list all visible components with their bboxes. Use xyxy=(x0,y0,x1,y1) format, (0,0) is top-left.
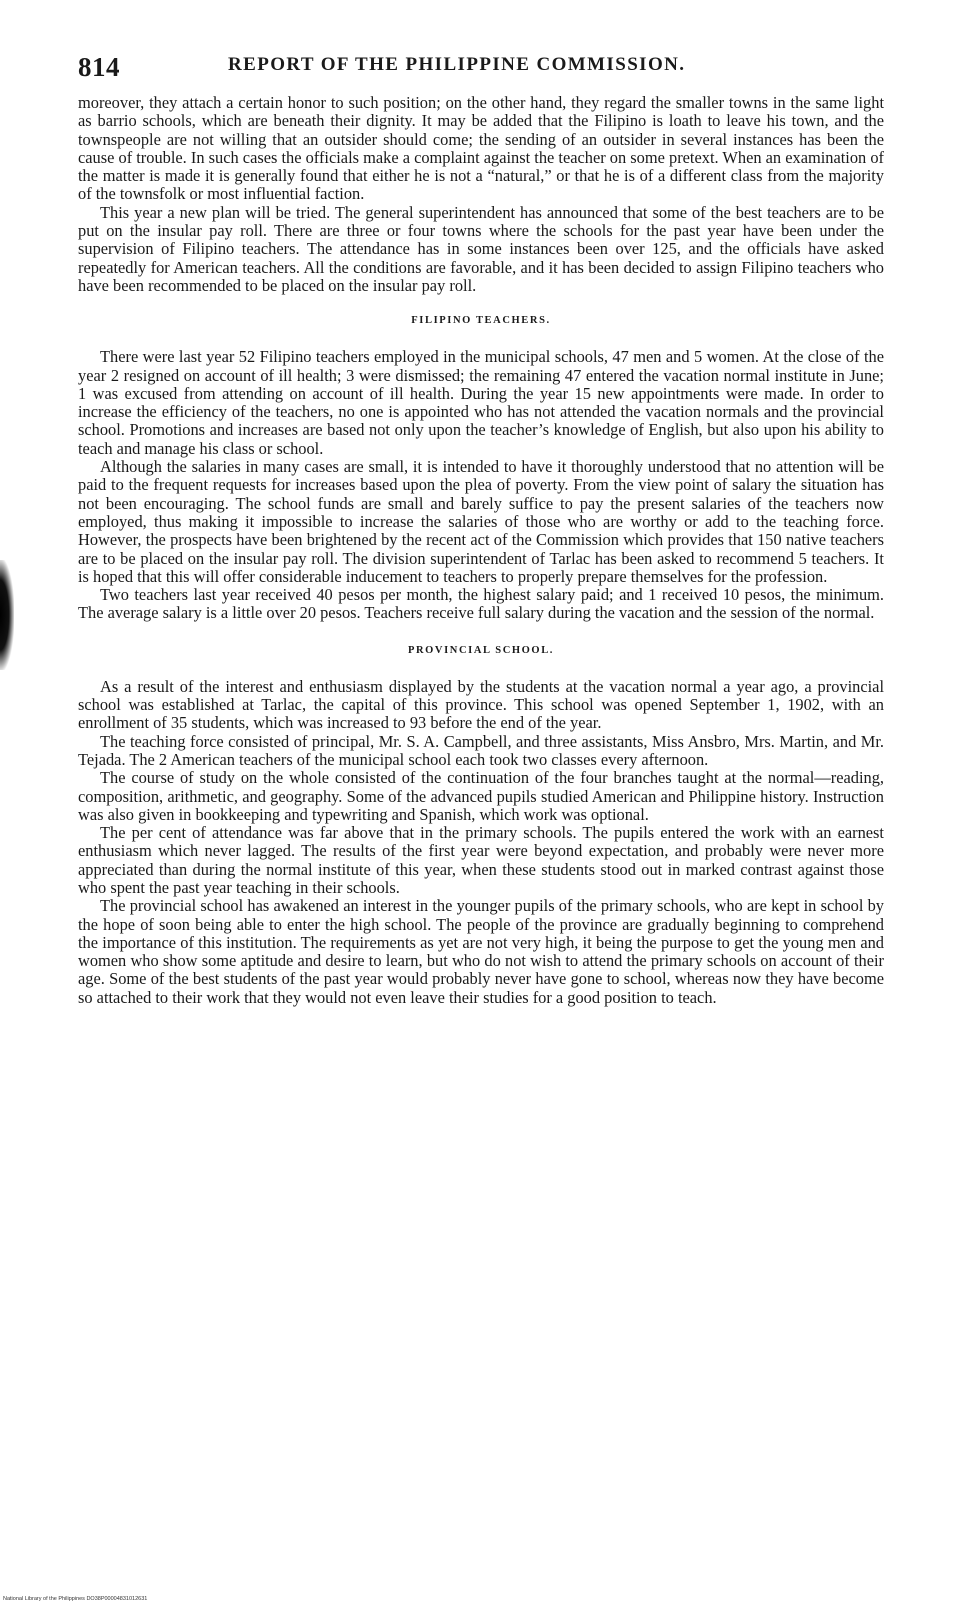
body-paragraph: Two teachers last year received 40 pesos per month, the highest salary paid; and 1 received 10 pesos, the minimum. The average salary is a little over 20 pesos. Teachers receive full salary during the vacation and the session of the normal. xyxy=(78,585,884,623)
body-paragraph: The provincial school has awakened an interest in the younger pupils of the primary schools, who are kept in school by the hope of soon being able to enter the high school. The people of the province are gradually beginning to comprehend the importance of this institution. The requirements as yet are not very high, it being the purpose to get the young men and women who show some aptitude and desire to learn, but who do not wish to attend the primary schools on account of their age. Some of the best students of the past year would probably never have gone to school, whereas now they have become so attached to their work that they would not even leave their studies for a good position to teach. xyxy=(78,896,884,1007)
page-header xyxy=(78,52,898,92)
page-number: 814 xyxy=(78,52,120,82)
running-title: REPORT OF THE PHILIPPINE COMMISSION. xyxy=(228,54,686,75)
scan-credit-footer: National Library of the Philippines DO38P00004831012631 xyxy=(3,1596,148,1602)
body-paragraph: This year a new plan will be tried. The general superintendent has announced that some of the best teachers are to be put on the insular pay roll. There are three or four towns where the schools for the past year have been under the supervision of Filipino teachers. The attendance has in some instances been over 125, and the officials have asked repeatedly for American teachers. All the conditions are favorable, and it has been decided to assign Filipino teachers who have been recommended to be placed on the insular pay roll. xyxy=(78,202,884,295)
page-body xyxy=(78,94,884,1007)
body-paragraph: Although the salaries in many cases are small, it is intended to have it thoroughly understood that no attention will be paid to the frequent requests for increases based upon the plea of poverty. From the view point of salary the situation has not been encouraging. The school funds are small and barely suffice to pay the present salaries of the teachers now employed, thus making it impossible to increase the salaries of those who are worthy or add to the teaching force. However, the prospects have been brightened by the recent act of the Commission which provides that 150 native teachers are to be placed on the insular pay roll. The division superintendent of Tarlac has been asked to recommend 5 teachers. It is hoped that this will offer considerable inducement to teachers to properly prepare themselves for the profession. xyxy=(78,457,884,586)
section-heading-provincial-school: PROVINCIAL SCHOOL. xyxy=(407,644,555,656)
scan-shadow-left-edge xyxy=(0,560,14,670)
body-paragraph: There were last year 52 Filipino teachers employed in the municipal schools, 47 men and 5 women. At the close of the year 2 resigned on account of ill health; 3 were dismissed; the remaining 47 entered the vacation normal institute in June; 1 was excused from attending on account of ill health. During the year 15 new appointments were made. In order to increase the efficiency of the teachers, no one is appointed who has not attended the vacation normals and the provincial school. Promotions and increases are based not only upon the teacher’s knowledge of English, but also upon his ability to teach and manage his class or school. xyxy=(78,347,884,458)
body-paragraph: The teaching force consisted of principal, Mr. S. A. Campbell, and three assistants, Miss Ansbro, Mrs. Martin, and Mr. Tejada. The 2 American teachers of the municipal school each took two classes every afternoon. xyxy=(78,731,884,769)
body-paragraph: As a result of the interest and enthusiasm displayed by the students at the vacation normal a year ago, a provincial school was established at Tarlac, the capital of this province. This school was opened September 1, 1902, with an enrollment of 35 students, which was increased to 93 before the end of the year. xyxy=(78,676,884,733)
section-heading-filipino-teachers: FILIPINO TEACHERS. xyxy=(411,315,551,327)
body-paragraph: The course of study on the whole consisted of the continuation of the four branches taught at the normal—reading, composition, arithmetic, and geography. Some of the advanced pupils studied American and Philippine history. Instruction was also given in bookkeeping and typewriting and Spanish, which work was optional. xyxy=(78,768,884,824)
body-paragraph: The per cent of attendance was far above that in the primary schools. The pupils entered the work with an earnest enthusiasm which never lagged. The results of the first year were beyond expectation, and probably were never more appreciated than during the normal institute of this year, when these students stood out in marked contrast against those who spent the past year teaching in their schools. xyxy=(78,823,884,897)
body-paragraph: moreover, they attach a certain honor to such position; on the other hand, they regard the smaller towns in the same light as barrio schools, which are beneath their dignity. It may be added that the Filipino is loath to leave his town, and the townspeople are not willing that an outsider should come; the sending of an outsider in several instances has been the cause of trouble. In such cases the officials make a complaint against the teacher on some pretext. When an examination of the matter is made it is generally found that either he is not a “natural,” or that he is of a different class from the majority of the townsfolk or most influential faction. xyxy=(78,93,884,204)
